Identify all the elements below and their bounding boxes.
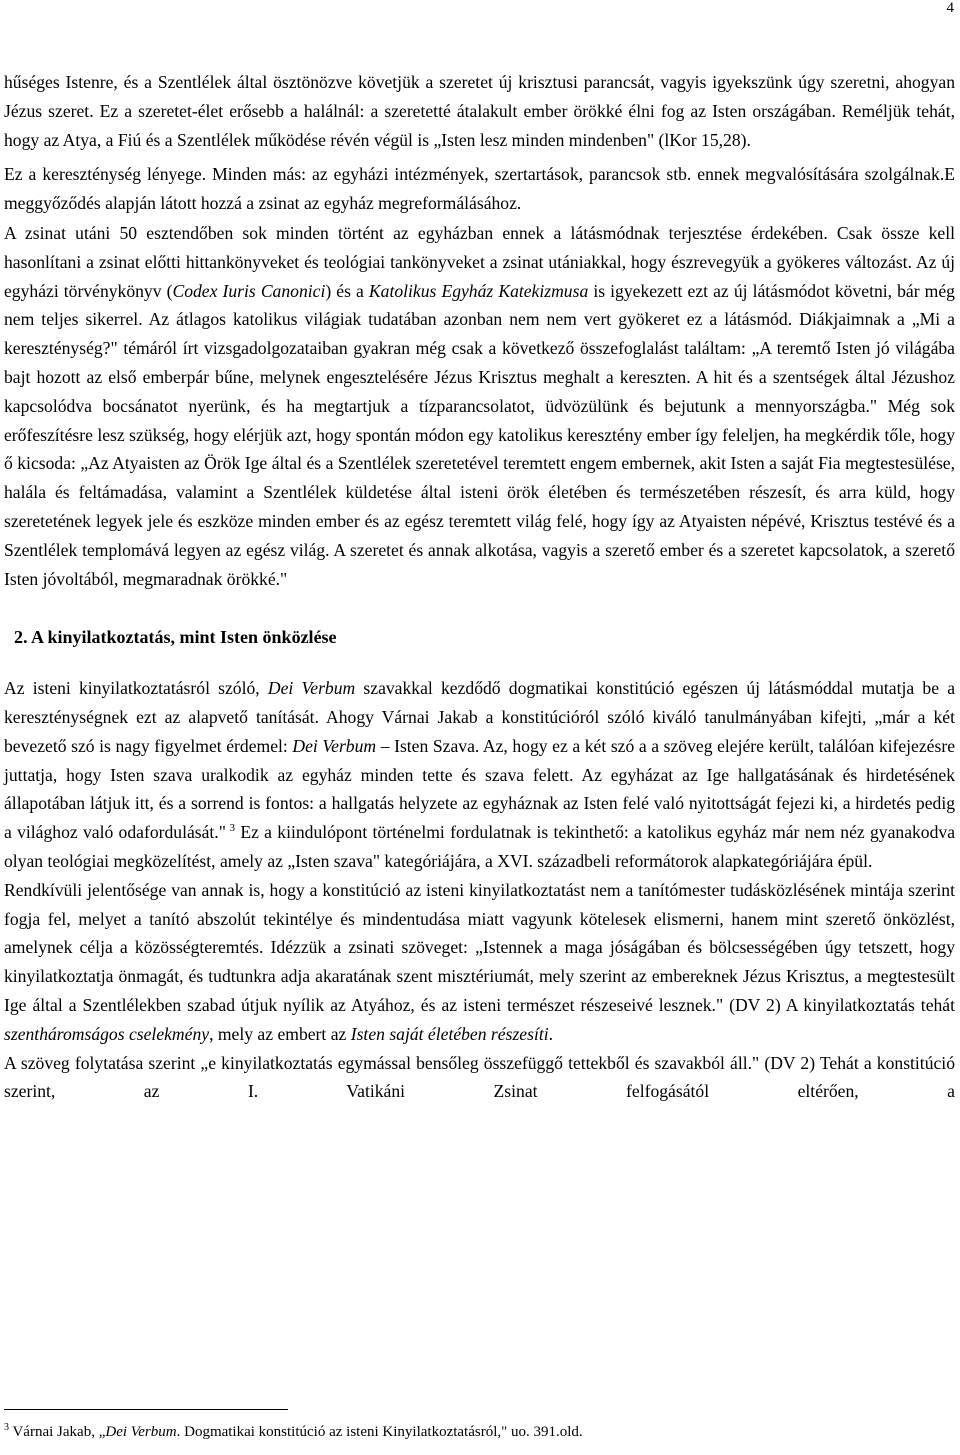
paragraph-after-council: A zsinat utáni 50 esztendőben sok minden történt az egyházban ennek a látásmódnak terjesztése érdekében. Csak össze kell hasonlítani a zsinat előtti hittankönyveket és teológiai tankönyveket a zsinat utániakkal, hogy észrevegyük a gyökeres változást. Az új egyházi törvénykönyv (Codex Iuris Canonici) és a Katolikus Egyház Katekizmusa is igyekezett ezt az új látásmódot követni, bár még nem teljes sikerrel. Az átlagos katolikus világiak tudatában azonban nem nem vert gyökeret ez a látásmód. Diákjaimnak a „Mi a kereszténység?" témáról írt vizsgadolgozataiban gyakran még csak a következő összefoglalást találtam: „A teremtő Isten jó világába bajt hozott az első emberpár bűne, melynek engesztelésére Jézus Krisztus meghalt a kereszten. A hit és a szentségek által Jézushoz kapcsolódva bocsánatot nyerünk, és ha megtartjuk a tízparancsolatot, üdvözülünk és bejutunk a mennyországba." Még sok erőfeszítésre lesz szükség, hogy elérjük azt, hogy spontán módon egy katolikus keresztény ember így feleljen, ha megkérdik tőle, hogy ő kicsoda: „Az Atyaisten az Örök Ige által és a Szentlélek szeretetével teremtett engem embernek, akit Isten a saját Fia megtestesülése, halála és feltámadása, valamint a Szentlélek küldetése által isteni örök életében és természetében részesít, és arra küld, hogy szeretetének legyek jele és eszköze minden ember és az egész teremtett világ felé, hogy így az Atyaisten népévé, Krisztus testévé és a Szentlélek templomává legyen az egész világ. A szeretet és annak alkotása, vagyis a szerető ember és a szeretet kapcsolatok, a szerető Isten jóvoltából, megmaradnak örökké.": [4, 222, 955, 589]
paragraph-self-communication: Rendkívüli jelentősége van annak is, hogy a konstitúció az isteni kinyilatkoztatást nem a tanítómester tudásközlésének mintája szerint fogja fel, melyet a tanító abszolút tekintélye és mindentudása miatt vagyunk kötelesek elismerni, hanem mint szerető önközlést, amelynek célja a közösségteremtés. Idézzük a zsinati szöveget: „Istennek a maga jóságában és bölcsességében úgy tetszett, hogy kinyilatkoztatja önmagát, és tudtunkra adja akaratának szent misztériumát, mely szerint az embereknek Jézus Krisztus, a megtestesült Ige által a Szentlélekben szabad útjuk nyílik az Atyához, és az isteni természet részeseivé lesznek." (DV 2) A kinyilatkoztatás tehát szentháromságos cselekmény, mely az embert az Isten saját életében részesíti.: [4, 879, 955, 1044]
emphasis-participation: Isten saját életében részesíti: [350, 1023, 549, 1044]
page-body: [4, 68, 955, 1106]
footnote-reference[interactable]: 3: [225, 822, 236, 835]
dei-verbum-title-2: Dei Verbum: [292, 735, 377, 756]
section-heading: 2. A kinyilatkoztatás, mint Isten önközlése: [14, 627, 337, 648]
catechism-title: Katolikus Egyház Katekizmusa: [368, 280, 589, 301]
paragraph-dei-verbum: Az isteni kinyilatkoztatásról szóló, Dei Verbum szavakkal kezdődő dogmatikai konstitúció egészen új látásmóddal mutatja be a kereszténységnek ezt az alapvető tanítását. Ahogy Várnai Jakab a konstitúcióról szóló kiváló tanulmányában kifejti, „már a két bevezető szó is nagy figyelmet érdemel: Dei Verbum – Isten Szava. Az, hogy ez a két szó a a szöveg elejére került, találóan kifejezésre juttatja, hogy Isten szava uralkodik az egyház minden tette és szava felett. Az egyházat az Ige hallgatásának és hirdetésének állapotában látjuk itt, és a sorrend is fontos: a hallgatás helyzete az egyháznak az Isten felé való nyitottságát fejezi ki, a hirdetés pedig a világhoz való odafordulását." $^3$ Ez a kiindulópont történelmi fordulatnak is tekinthető: a katolikus egyház már nem néz gyanakodva olyan teológiai megközelítést, amely az „Isten szava" kategóriájára, a XVI. századbeli reformátorok alapkategóriájára épül.: [4, 678, 956, 871]
paragraph-continuation: A szöveg folytatása szerint „e kinyilatkoztatás egymással bensőleg összefüggő tettekből és szavakból áll." (DV 2) Tehát a konstitúció szerint, az I. Vatikáni Zsinat felfogásától eltérően, a: [4, 1052, 955, 1102]
page-number: 4: [946, 0, 954, 16]
dei-verbum-title: Dei Verbum: [267, 678, 356, 699]
paragraph-love-life: hűséges Istenre, és a Szentlélek által ösztönözve követjük a szeretet új krisztusi parancsát, vagyis igyekszünk úgy szeretni, ahogyan Jézus szeret. Ez a szeretet-élet erősebb a halálnál: a szeretetté átalakult ember örökké élni fog az Isten országában. Reméljük tehát, hogy az Atya, a Fiú és a Szentlélek működése révén végül is „Isten lesz minden mindenben" (lKor 15,28).: [4, 72, 955, 150]
footnote-mark: 3: [4, 1422, 9, 1433]
footnote-emphasis: Dei Verbum: [105, 1424, 177, 1440]
codex-title: Codex Iuris Canonici: [172, 280, 326, 301]
footnote: $^3$ Várnai Jakab, „Dei Verbum. Dogmatikai konstitúció az isteni Kinyilatkoztatásról," uo. 391.old.: [4, 1422, 583, 1440]
footnote-divider: [4, 1409, 288, 1410]
emphasis-trinitarian: szentháromságos cselekmény: [4, 1023, 210, 1044]
paragraph-essence: Ez a kereszténység lényege. Minden más: az egyházi intézmények, szertartások, parancsok stb. ennek megvalósítására szolgálnak.E meggyőződés alapján látott hozzá a zsinat az egyház megreformálásához.: [4, 164, 955, 214]
